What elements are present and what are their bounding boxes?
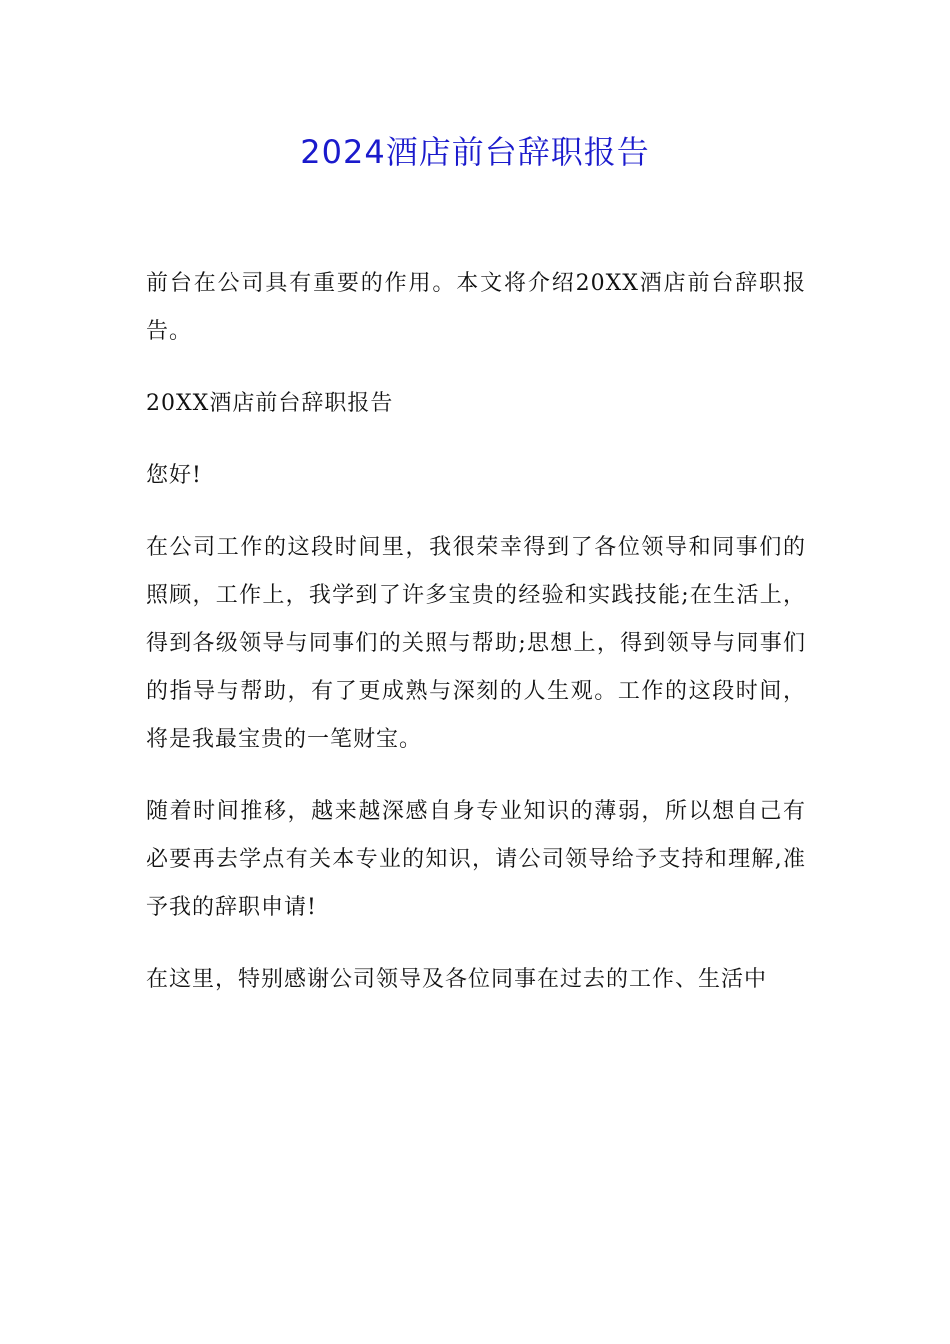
- paragraph-heading: 20XX酒店前台辞职报告: [146, 391, 394, 416]
- paragraph-greeting: 您好!: [146, 463, 202, 488]
- paragraph-thanks: 在这里，特别感谢公司领导及各位同事在过去的工作、生活中: [146, 967, 768, 992]
- document-body: [146, 260, 806, 1004]
- paragraph-reason: 随着时间推移，越来越深感自身专业知识的薄弱，所以想自己有必要再去学点有关本专业的知识，请公司领导给予支持和理解,准予我的辞职申请!: [146, 799, 806, 920]
- paragraph-intro: 前台在公司具有重要的作用。本文将介绍20XX酒店前台辞职报告。: [146, 271, 806, 344]
- document-title: 2024酒店前台辞职报告: [300, 133, 650, 171]
- paragraph-gratitude: 在公司工作的这段时间里，我很荣幸得到了各位领导和同事们的照顾，工作上，我学到了许多宝贵的经验和实践技能;在生活上，得到各级领导与同事们的关照与帮助;思想上，得到领导与同事们的指导与帮助，有了更成熟与深刻的人生观。工作的这段时间，将是我最宝贵的一笔财宝。: [146, 535, 806, 752]
